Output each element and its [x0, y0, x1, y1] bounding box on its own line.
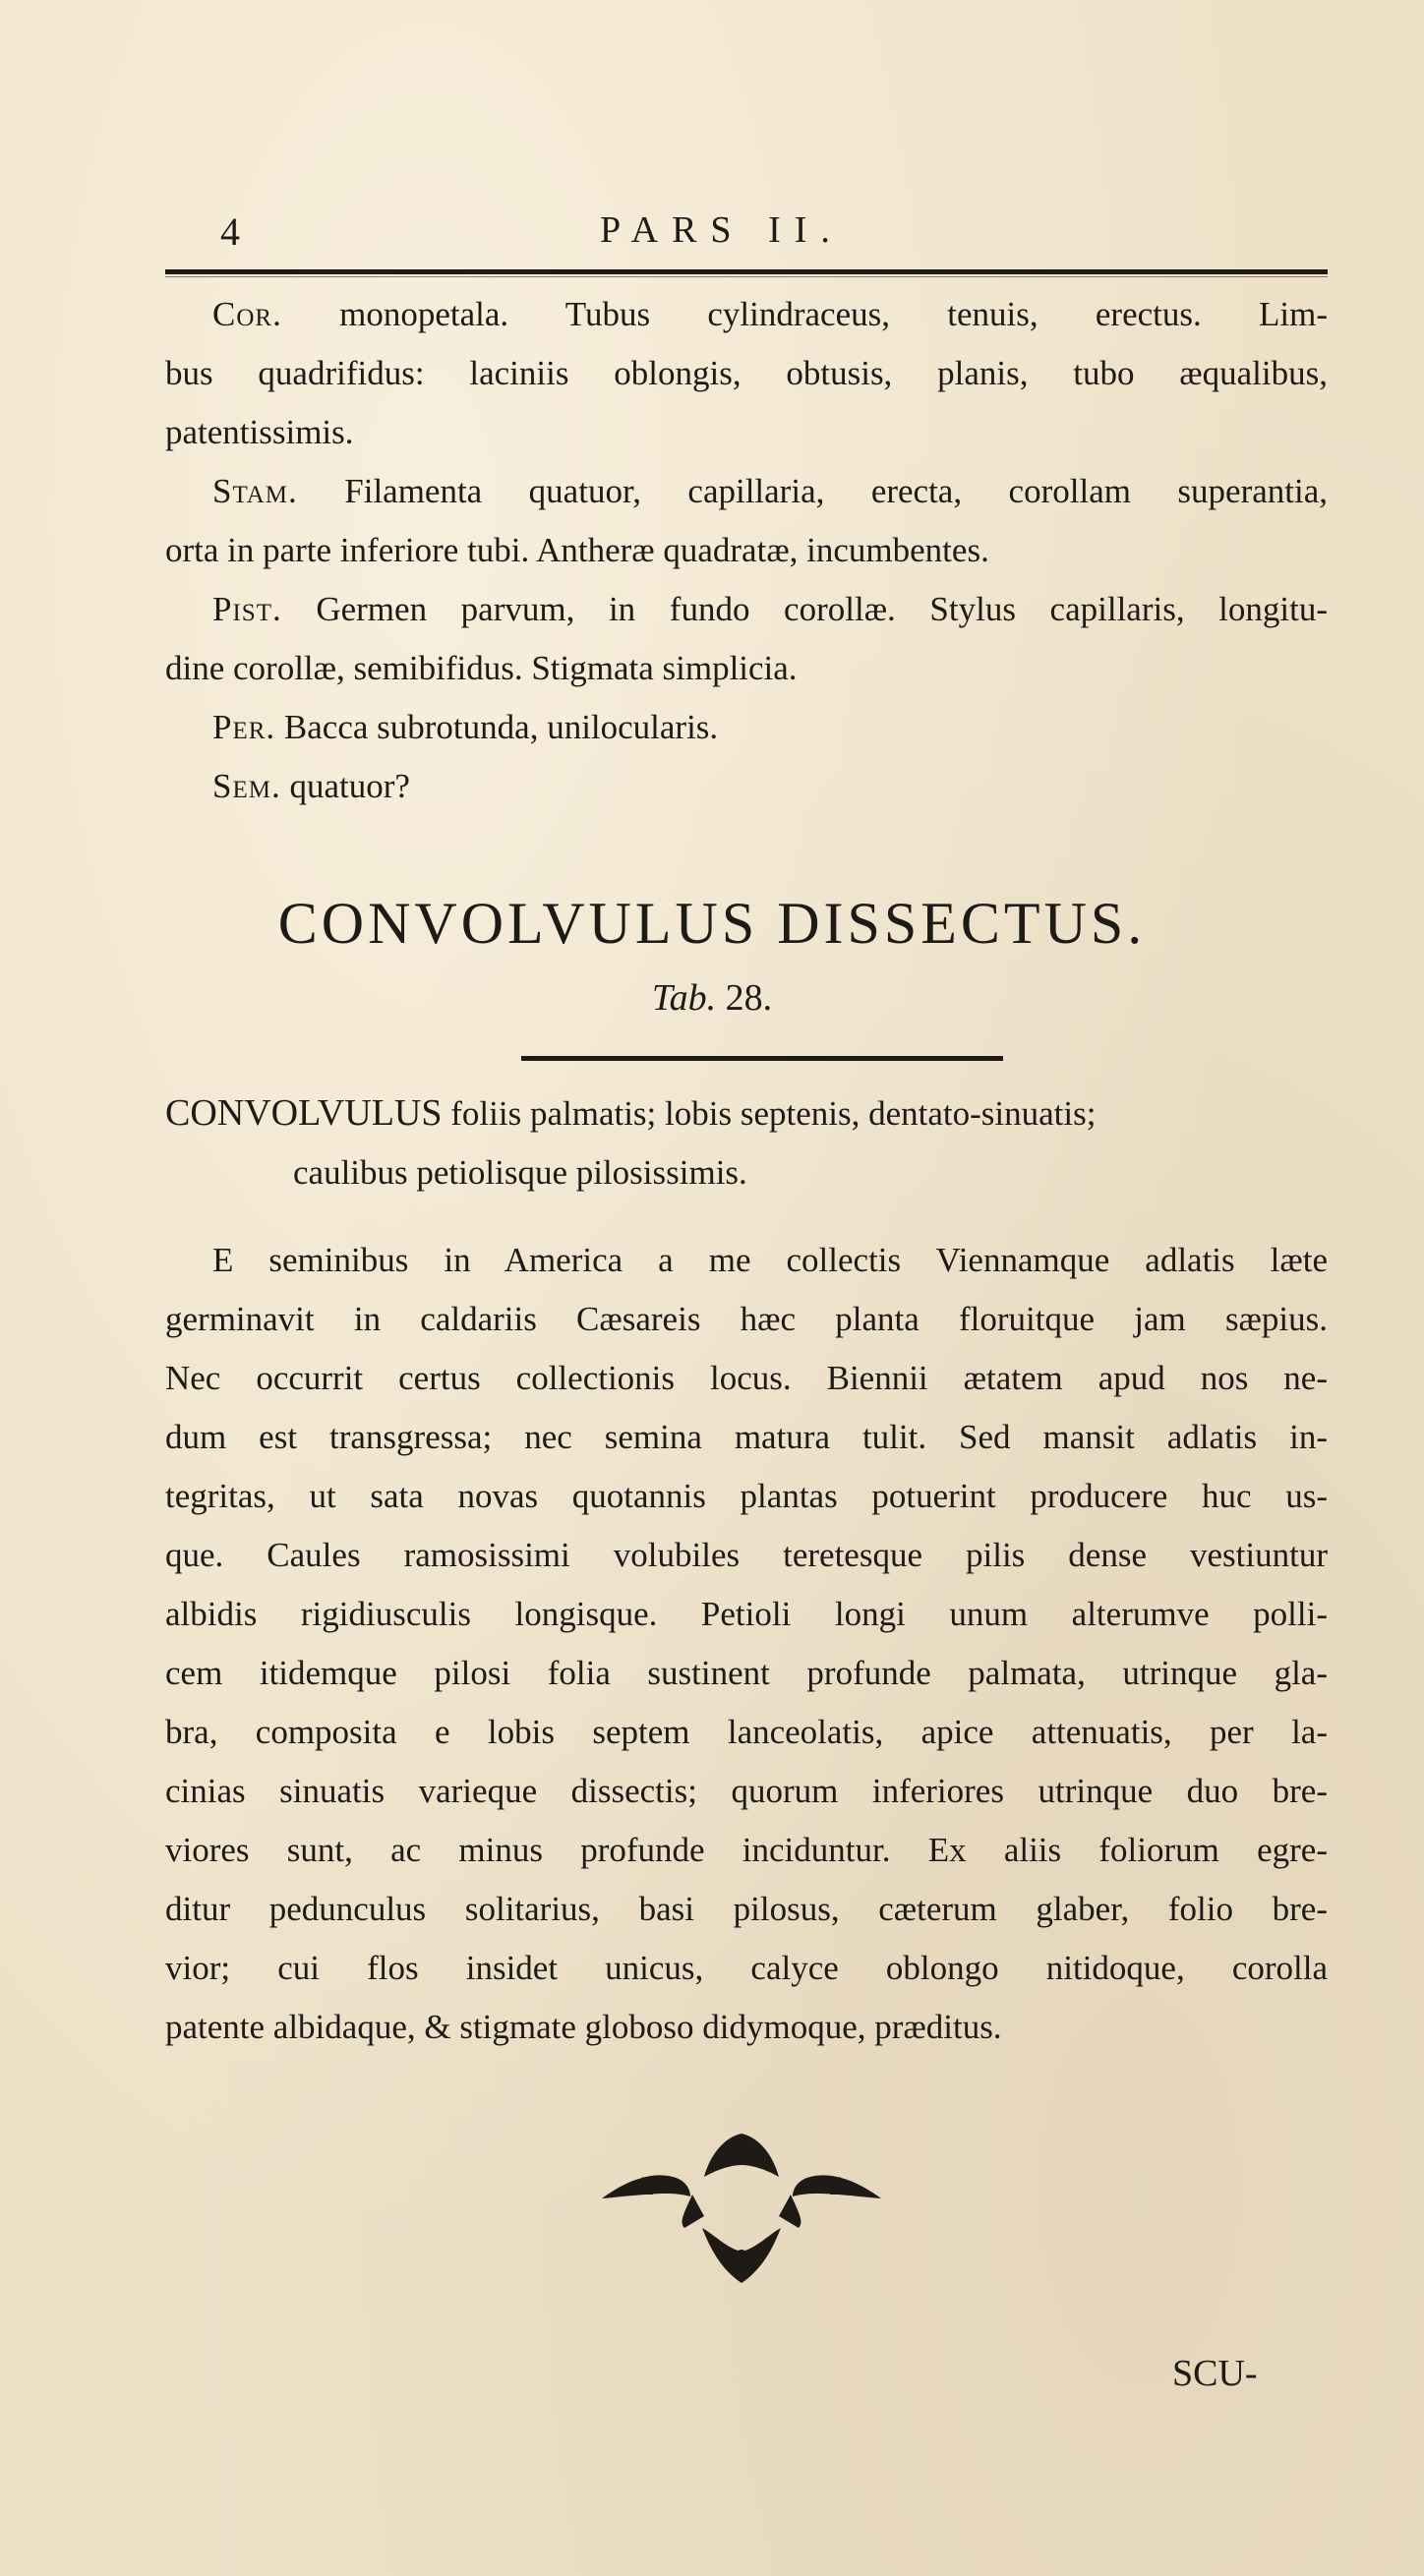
description-line: E seminibus in America a me collectis Viennamque adlatis læte [212, 1241, 1328, 1279]
character-text: Germen parvum, in fundo corollæ. Stylus capillaris, longitu- [316, 590, 1329, 628]
character-abbr: Sem. [212, 767, 281, 805]
character-line [165, 285, 1328, 344]
description-line: cinias sinuatis varieque dissectis; quorum inferiores utrinque duo bre- [165, 1772, 1328, 1810]
page-header [0, 208, 1424, 267]
running-head: PARS II. [600, 209, 844, 251]
character-line [165, 462, 1328, 521]
description-line: que. Caules ramosissimi volubiles teretesque pilis dense vestiuntur [165, 1536, 1328, 1574]
genus-name: CONVOLVULUS [165, 1092, 443, 1134]
description-line: bra, composita e lobis septem lanceolatis, apice attenuatis, per la- [165, 1713, 1328, 1751]
character-line [165, 580, 1328, 639]
generic-characters [165, 285, 1328, 816]
section-rule [521, 1056, 1003, 1061]
description-line: Nec occurrit certus collectionis locus. Biennii ætatem apud nos ne- [165, 1359, 1328, 1397]
page-number: 4 [220, 209, 240, 254]
description-line: albidis rigidiusculis longisque. Petioli longi unum alterumve polli- [165, 1595, 1328, 1633]
species-title: CONVOLVULUS DISSECTUS. [277, 891, 1147, 956]
description-line: dum est transgressa; nec semina matura tulit. Sed mansit adlatis in- [165, 1418, 1328, 1456]
plate-reference [0, 976, 1424, 1020]
character-text: Filamenta quatuor, capillaria, erecta, corollam superantia, [344, 472, 1328, 510]
character-abbr: Per. [212, 708, 276, 746]
diagnosis [165, 1083, 1328, 1202]
diagnosis-line: caulibus petiolisque pilosissimis. [293, 1153, 747, 1192]
character-line: dine corollæ, semibifidus. Stigmata simplicia. [165, 649, 798, 687]
plate-word: Tab. [651, 977, 717, 1019]
character-text: monopetala. Tubus cylindraceus, tenuis, erectus. Lim- [339, 295, 1329, 333]
character-line [165, 757, 1328, 816]
diagnosis-line [165, 1083, 1328, 1143]
character-line [165, 698, 1328, 757]
description-line: germinavit in caldariis Cæsareis hæc planta floruitque jam sæpius. [165, 1300, 1328, 1338]
description-line: vior; cui flos insidet unicus, calyce oblongo nitidoque, corolla [165, 1949, 1328, 1987]
header-rule-thin [165, 276, 1328, 277]
description-paragraph [165, 1231, 1328, 2057]
catchword: SCU- [1172, 2353, 1258, 2394]
diagnosis-text: foliis palmatis; lobis septenis, dentato-sinuatis; [450, 1094, 1097, 1133]
description-line: viores sunt, ac minus profunde inciduntur. Ex aliis foliorum egre- [165, 1831, 1328, 1869]
character-abbr: Stam. [212, 472, 298, 510]
character-text: Bacca subrotunda, unilocularis. [283, 708, 719, 746]
description-line: patente albidaque, & stigmate globoso didymoque, præditus. [165, 2008, 1002, 2046]
character-line: bus quadrifidus: laciniis oblongis, obtusis, planis, tubo æqualibus, [165, 354, 1328, 392]
description-line: tegritas, ut sata novas quotannis plantas potuerint producere huc us- [165, 1477, 1328, 1515]
character-abbr: Cor. [212, 295, 282, 333]
plate-number: 28. [725, 977, 773, 1019]
header-rule [165, 269, 1328, 274]
character-abbr: Pist. [212, 590, 282, 628]
character-line: patentissimis. [165, 413, 354, 451]
description-line: ditur pedunculus solitarius, basi pilosus, cæterum glaber, folio bre- [165, 1890, 1328, 1928]
character-line: orta in parte inferiore tubi. Antheræ quadratæ, incumbentes. [165, 531, 989, 569]
floral-tailpiece-icon [594, 2126, 889, 2293]
character-text: quatuor? [289, 767, 410, 805]
description-line: cem itidemque pilosi folia sustinent profunde palmata, utrinque gla- [165, 1654, 1328, 1692]
